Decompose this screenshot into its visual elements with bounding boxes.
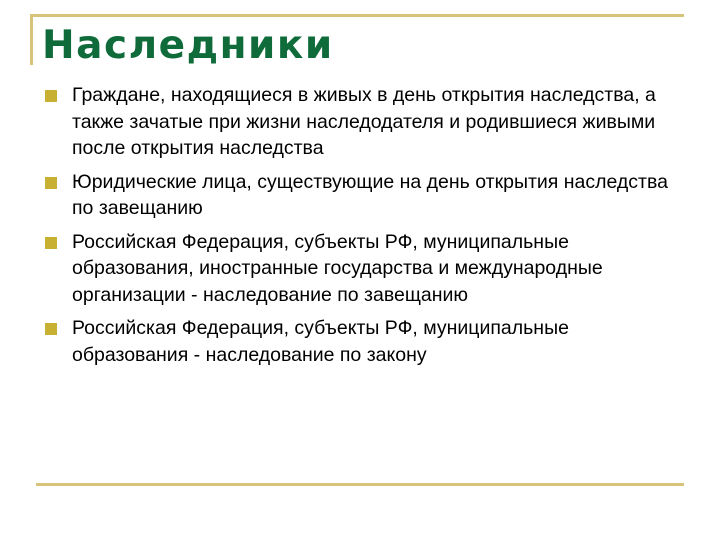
bullet-text: Юридические лица, существующие на день открытия наследства по завещанию bbox=[72, 170, 668, 219]
list-item bbox=[44, 229, 684, 309]
title-accent-bar bbox=[30, 17, 33, 65]
bullet-text: Граждане, находящиеся в живых в день открытия наследства, а также зачатые при жизни наследодателя и родившиеся живыми после открытия наследства bbox=[72, 84, 656, 159]
bullet-list bbox=[44, 82, 684, 375]
bottom-divider bbox=[36, 483, 684, 486]
square-bullet-icon bbox=[45, 237, 57, 249]
bullet-text: Российская Федерация, субъекты РФ, муниципальные образования - наследование по закону bbox=[72, 317, 569, 366]
bullet-text: Российская Федерация, субъекты РФ, муниципальные образования, иностранные государства и международные организации - наследование по завещанию bbox=[72, 230, 603, 306]
list-item bbox=[44, 315, 684, 368]
slide-title: Наследники bbox=[42, 23, 334, 68]
square-bullet-icon bbox=[45, 323, 57, 335]
top-divider bbox=[30, 14, 684, 17]
square-bullet-icon bbox=[45, 177, 57, 189]
list-item bbox=[44, 169, 684, 222]
list-item bbox=[44, 82, 684, 162]
square-bullet-icon bbox=[45, 90, 57, 102]
